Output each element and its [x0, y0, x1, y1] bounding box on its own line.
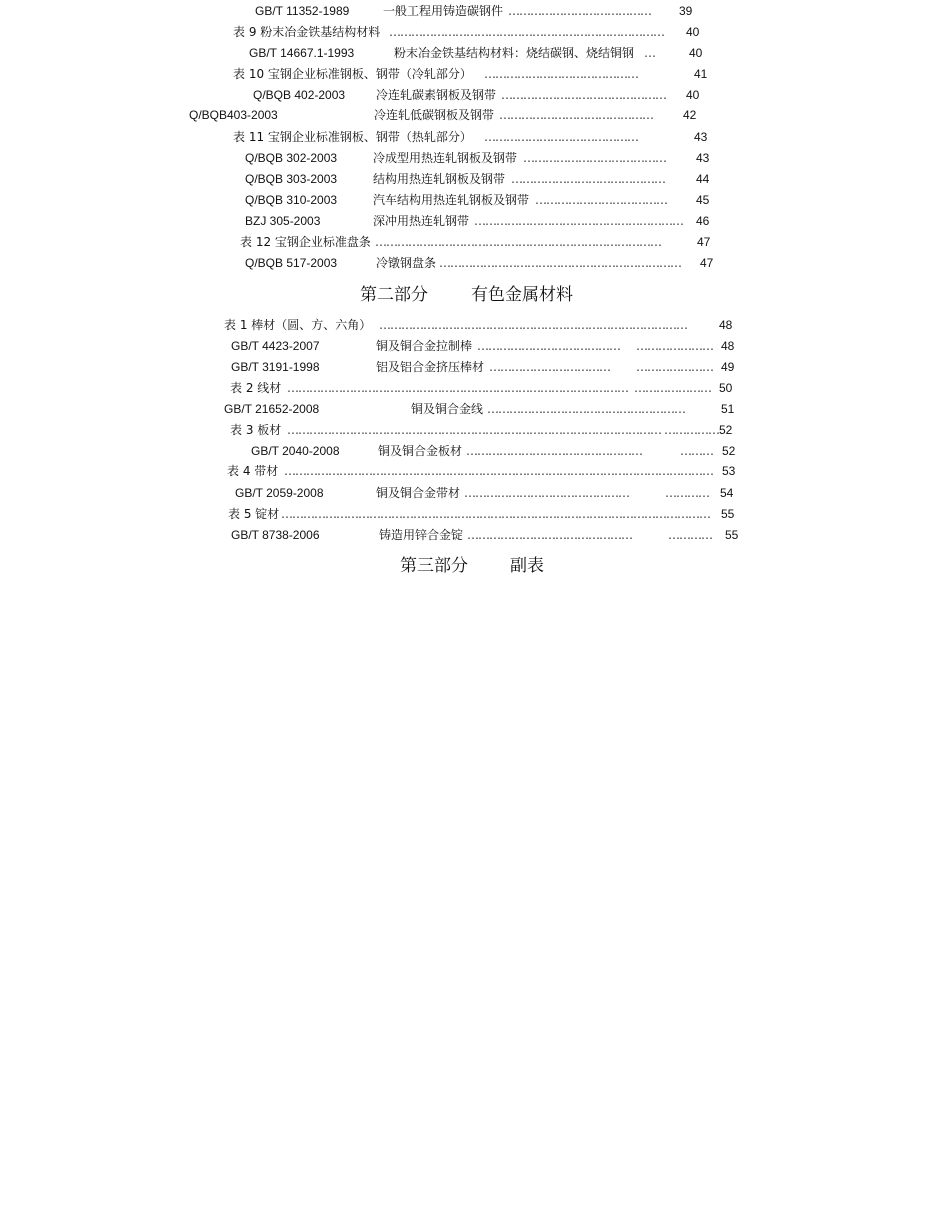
dot-leader: …………………………………………………………………………………………	[287, 423, 661, 437]
page-number: 54	[720, 486, 734, 500]
page-number: 48	[721, 339, 735, 353]
toc-entry[interactable]	[0, 169, 950, 189]
entry-title: 深冲用热连轧钢带	[373, 214, 470, 228]
page-number: 40	[686, 25, 700, 39]
standard-code: Q/BQB 517-2003	[245, 256, 338, 270]
dot-leader-secondary: …………	[668, 528, 712, 542]
entry-title: 结构用热连轧钢板及钢带	[373, 172, 506, 186]
dot-leader-secondary: …………	[665, 486, 709, 500]
section-label: 表 3 板材	[230, 423, 282, 437]
dot-leader: ………………………………………………………………………………………………………	[281, 507, 710, 521]
page-number: 42	[683, 108, 697, 122]
dot-leader: …………………………………	[523, 151, 666, 165]
entry-title: 冷连轧低碳钢板及钢带	[374, 108, 495, 122]
toc-entry[interactable]	[0, 336, 950, 356]
dot-leader: …………………………………	[477, 339, 620, 353]
dot-leader: …………………………………………………………………………………	[287, 381, 628, 395]
dot-leader: ……………………………………	[499, 108, 653, 122]
toc-entry[interactable]	[0, 483, 950, 503]
page-number: 55	[721, 507, 735, 521]
page-number: 46	[696, 214, 710, 228]
section-label: 表 4 带材	[227, 464, 279, 478]
dot-leader: …………………………………………………	[474, 214, 683, 228]
standard-code: GB/T 14667.1-1993	[249, 46, 355, 60]
dot-leader-secondary: ………	[680, 444, 713, 458]
standard-code: GB/T 3191-1998	[231, 360, 320, 374]
section-label: 表 10 宝钢企业标准钢板、钢带（冷轧部分）	[233, 67, 472, 81]
standard-code: GB/T 11352-1989	[255, 4, 350, 18]
page-number: 52	[719, 423, 733, 437]
page-number: 48	[719, 318, 733, 332]
toc-section-entry[interactable]	[0, 127, 950, 147]
standard-code: Q/BQB 402-2003	[253, 88, 346, 102]
toc-section-entry[interactable]	[0, 22, 950, 42]
page-number: 50	[719, 381, 733, 395]
standard-code: Q/BQB 310-2003	[245, 193, 338, 207]
page-number: 39	[679, 4, 693, 18]
standard-code: Q/BQB403-2003	[189, 108, 278, 122]
section-label: 表 2 线材	[230, 381, 282, 395]
toc-entry[interactable]	[0, 148, 950, 168]
dot-leader: …………………………………………	[466, 444, 642, 458]
entry-title: 汽车结构用热连轧钢板及钢带	[373, 193, 530, 207]
standard-code: GB/T 8738-2006	[231, 528, 320, 542]
page-number: 44	[696, 172, 710, 186]
section-label: 表 1 棒材（圆、方、六角）	[224, 318, 372, 332]
standard-code: GB/T 21652-2008	[224, 402, 320, 416]
toc-entry[interactable]	[0, 190, 950, 210]
part-number: 第二部分	[360, 285, 428, 305]
part-heading	[0, 282, 950, 308]
dot-leader: ………………………………	[535, 193, 667, 207]
toc-section-entry[interactable]	[0, 64, 950, 84]
toc-entry[interactable]	[0, 43, 950, 63]
entry-title: 冷连轧碳素钢板及钢带	[376, 88, 497, 102]
toc-section-entry[interactable]	[0, 378, 950, 398]
toc-section-entry[interactable]	[0, 232, 950, 252]
dot-leader: …	[644, 46, 655, 60]
page-number: 51	[721, 402, 735, 416]
dot-leader: ……………………………………………………………………	[375, 235, 661, 249]
page-number: 55	[725, 528, 739, 542]
dot-leader: ……………………………………	[484, 67, 638, 81]
dot-leader: ……………………………………	[484, 130, 638, 144]
page-number: 52	[722, 444, 736, 458]
section-label: 表 5 锭材	[228, 507, 280, 521]
standard-code: GB/T 2040-2008	[251, 444, 340, 458]
dot-leader: ………………………………………	[501, 88, 666, 102]
standard-code: BZJ 305-2003	[245, 214, 321, 228]
section-label: 表 9 粉末冶金铁基结构材料	[233, 25, 381, 39]
dot-leader: …………………………………………………………	[439, 256, 681, 270]
entry-title: 冷镦钢盘条	[376, 256, 437, 270]
toc-entry[interactable]	[0, 441, 950, 461]
entry-title: 一般工程用铸造碳钢件	[383, 4, 504, 18]
page-number: 49	[721, 360, 735, 374]
dot-leader: …………………………………………………………………	[389, 25, 664, 39]
page-number: 41	[694, 67, 708, 81]
dot-leader-secondary: …………………	[636, 339, 713, 353]
dot-leader: ………………………………………	[467, 528, 632, 542]
entry-title: 粉末冶金铁基结构材料：烧结碳钢、烧结铜钢	[394, 46, 635, 60]
entry-title: 铜及铜合金带材	[376, 486, 461, 500]
dot-leader: ………………………………………	[464, 486, 629, 500]
page-number: 45	[696, 193, 710, 207]
toc-entry[interactable]	[0, 1, 950, 21]
toc-section-entry[interactable]	[0, 315, 950, 335]
toc-section-entry[interactable]	[0, 504, 950, 524]
dot-leader: ………………………………………………………………………………………………………	[284, 464, 713, 478]
dot-leader-secondary: …………………	[634, 381, 711, 395]
standard-code: GB/T 4423-2007	[231, 339, 320, 353]
page-number: 47	[697, 235, 711, 249]
dot-leader-secondary: ……………	[664, 423, 719, 437]
part-title: 有色金属材料	[471, 285, 573, 305]
toc-entry[interactable]	[0, 399, 950, 419]
toc-entry[interactable]	[0, 85, 950, 105]
page-number: 40	[686, 88, 700, 102]
toc-entry[interactable]	[0, 253, 950, 273]
dot-leader: …………………………………………………………………………	[379, 318, 687, 332]
part-title: 副表	[510, 556, 544, 576]
toc-entry[interactable]	[0, 357, 950, 377]
page-number: 47	[700, 256, 714, 270]
dot-leader-secondary: …………………	[636, 360, 713, 374]
section-label: 表 11 宝钢企业标准钢板、钢带（热轧部分）	[233, 130, 472, 144]
part-heading	[0, 553, 950, 579]
dot-leader: …………………………………	[508, 4, 651, 18]
page-number: 40	[689, 46, 703, 60]
toc-entry[interactable]	[0, 211, 950, 231]
toc-entry[interactable]	[0, 105, 950, 125]
entry-title: 铜及铜合金板材	[378, 444, 463, 458]
dot-leader: ………………………………………………	[487, 402, 685, 416]
standard-code: Q/BQB 302-2003	[245, 151, 338, 165]
toc-entry[interactable]	[0, 525, 950, 545]
standard-code: Q/BQB 303-2003	[245, 172, 338, 186]
entry-title: 铜及铜合金线	[411, 402, 484, 416]
page-number: 53	[722, 464, 736, 478]
dot-leader: ……………………………………	[511, 172, 665, 186]
entry-title: 铸造用锌合金锭	[379, 528, 464, 542]
entry-title: 冷成型用热连轧钢板及钢带	[373, 151, 518, 165]
page-number: 43	[694, 130, 708, 144]
entry-title: 铝及铝合金挤压棒材	[376, 360, 485, 374]
entry-title: 铜及铜合金拉制棒	[376, 339, 473, 353]
toc-section-entry[interactable]	[0, 420, 950, 440]
standard-code: GB/T 2059-2008	[235, 486, 324, 500]
section-label: 表 12 宝钢企业标准盘条	[240, 235, 371, 249]
page-number: 43	[696, 151, 710, 165]
part-number: 第三部分	[400, 556, 468, 576]
dot-leader: ……………………………	[489, 360, 610, 374]
toc-section-entry[interactable]	[0, 461, 950, 481]
